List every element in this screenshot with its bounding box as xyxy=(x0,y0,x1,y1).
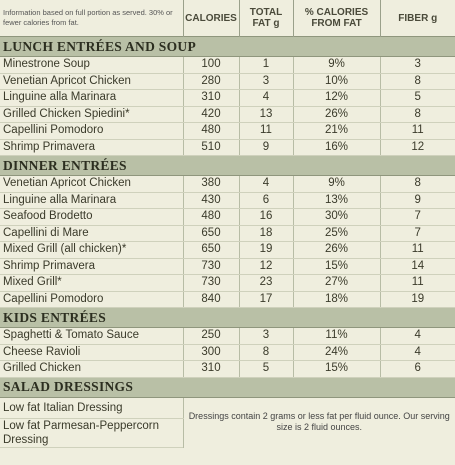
table-row xyxy=(0,139,455,156)
fiber-cell: 8 xyxy=(380,176,455,193)
fat-cell: 12 xyxy=(239,258,293,275)
calories-cell: 480 xyxy=(183,209,239,226)
table-row xyxy=(0,258,455,275)
fiber-cell: 14 xyxy=(380,258,455,275)
dressing-note: Dressings contain 2 grams or less fat per fluid ounce. Our serving size is 2 fluid ounces. xyxy=(183,397,455,447)
calories-cell: 430 xyxy=(183,192,239,209)
pct-cell: 9% xyxy=(293,57,380,74)
table-row xyxy=(0,328,455,345)
item-name: Mixed Grill* xyxy=(0,275,183,292)
calories-cell: 510 xyxy=(183,139,239,156)
table-row xyxy=(0,123,455,140)
item-name: Venetian Apricot Chicken xyxy=(0,176,183,193)
fiber-cell: 8 xyxy=(380,106,455,123)
fiber-cell: 12 xyxy=(380,139,455,156)
header-row xyxy=(0,0,455,37)
section-title: DINNER ENTRÉES xyxy=(0,156,455,176)
item-name: Grilled Chicken Spiedini* xyxy=(0,106,183,123)
section-title: SALAD DRESSINGS xyxy=(0,377,455,397)
table-row xyxy=(0,73,455,90)
fat-cell: 13 xyxy=(239,106,293,123)
section-title: KIDS ENTRÉES xyxy=(0,308,455,328)
fat-cell: 19 xyxy=(239,242,293,259)
fat-cell: 5 xyxy=(239,361,293,378)
item-name: Capellini Pomodoro xyxy=(0,123,183,140)
calories-cell: 480 xyxy=(183,123,239,140)
fat-cell: 18 xyxy=(239,225,293,242)
calories-cell: 380 xyxy=(183,176,239,193)
pct-cell: 26% xyxy=(293,106,380,123)
pct-cell: 9% xyxy=(293,176,380,193)
pct-cell: 25% xyxy=(293,225,380,242)
fat-cell: 4 xyxy=(239,176,293,193)
fiber-cell: 11 xyxy=(380,123,455,140)
table-row xyxy=(0,192,455,209)
fat-cell: 1 xyxy=(239,57,293,74)
table-row xyxy=(0,106,455,123)
calories-cell: 300 xyxy=(183,344,239,361)
calories-cell: 730 xyxy=(183,275,239,292)
fat-cell: 3 xyxy=(239,73,293,90)
pct-cell: 18% xyxy=(293,291,380,308)
fat-cell: 9 xyxy=(239,139,293,156)
item-name: Capellini di Mare xyxy=(0,225,183,242)
pct-cell: 27% xyxy=(293,275,380,292)
fat-cell: 3 xyxy=(239,328,293,345)
calories-cell: 250 xyxy=(183,328,239,345)
fiber-cell: 7 xyxy=(380,209,455,226)
fiber-cell: 8 xyxy=(380,73,455,90)
dressing-row xyxy=(0,397,455,418)
fiber-cell: 3 xyxy=(380,57,455,74)
calories-cell: 100 xyxy=(183,57,239,74)
dressing-name: Low fat Parmesan-Peppercorn Dressing xyxy=(0,418,183,447)
table-row xyxy=(0,275,455,292)
fiber-cell: 11 xyxy=(380,242,455,259)
pct-cell: 21% xyxy=(293,123,380,140)
fat-cell: 23 xyxy=(239,275,293,292)
fat-cell: 8 xyxy=(239,344,293,361)
fiber-cell: 7 xyxy=(380,225,455,242)
pct-cell: 30% xyxy=(293,209,380,226)
fat-cell: 6 xyxy=(239,192,293,209)
pct-cell: 16% xyxy=(293,139,380,156)
fat-cell: 17 xyxy=(239,291,293,308)
item-name: Shrimp Primavera xyxy=(0,139,183,156)
table-row xyxy=(0,176,455,193)
calories-cell: 310 xyxy=(183,90,239,107)
table-row xyxy=(0,344,455,361)
fiber-cell: 6 xyxy=(380,361,455,378)
pct-cell: 15% xyxy=(293,258,380,275)
pct-cell: 12% xyxy=(293,90,380,107)
pct-cell: 15% xyxy=(293,361,380,378)
fiber-cell: 11 xyxy=(380,275,455,292)
item-name: Linguine alla Marinara xyxy=(0,90,183,107)
dressing-name: Low fat Italian Dressing xyxy=(0,397,183,418)
item-name: Minestrone Soup xyxy=(0,57,183,74)
item-name: Linguine alla Marinara xyxy=(0,192,183,209)
calories-cell: 840 xyxy=(183,291,239,308)
item-name: Shrimp Primavera xyxy=(0,258,183,275)
table-row xyxy=(0,291,455,308)
fiber-cell: 4 xyxy=(380,344,455,361)
item-name: Venetian Apricot Chicken xyxy=(0,73,183,90)
pct-cell: 13% xyxy=(293,192,380,209)
fat-cell: 11 xyxy=(239,123,293,140)
section-header-row xyxy=(0,308,455,328)
info-note: Information based on full portion as served. 30% or fewer calories from fat. xyxy=(3,8,173,27)
pct-cell: 11% xyxy=(293,328,380,345)
col-pct-header: % CALORIES FROM FAT xyxy=(293,0,380,37)
calories-cell: 420 xyxy=(183,106,239,123)
item-name: Spaghetti & Tomato Sauce xyxy=(0,328,183,345)
fiber-cell: 9 xyxy=(380,192,455,209)
table-row xyxy=(0,361,455,378)
section-title: LUNCH ENTRÉES AND SOUP xyxy=(0,37,455,57)
section-header-row xyxy=(0,377,455,397)
calories-cell: 650 xyxy=(183,225,239,242)
table-row xyxy=(0,209,455,226)
table-row xyxy=(0,242,455,259)
fiber-cell: 19 xyxy=(380,291,455,308)
item-name: Grilled Chicken xyxy=(0,361,183,378)
fat-cell: 16 xyxy=(239,209,293,226)
pct-cell: 24% xyxy=(293,344,380,361)
item-name: Mixed Grill (all chicken)* xyxy=(0,242,183,259)
section-header-row xyxy=(0,156,455,176)
section-header-row xyxy=(0,37,455,57)
col-fiber-header: FIBER g xyxy=(380,0,455,37)
table-row xyxy=(0,90,455,107)
col-calories-header: CALORIES xyxy=(183,0,239,37)
calories-cell: 730 xyxy=(183,258,239,275)
col-fat-header: TOTAL FAT g xyxy=(239,0,293,37)
fiber-cell: 5 xyxy=(380,90,455,107)
calories-cell: 650 xyxy=(183,242,239,259)
calories-cell: 280 xyxy=(183,73,239,90)
fat-cell: 4 xyxy=(239,90,293,107)
item-name: Capellini Pomodoro xyxy=(0,291,183,308)
table-row xyxy=(0,57,455,74)
pct-cell: 10% xyxy=(293,73,380,90)
fiber-cell: 4 xyxy=(380,328,455,345)
item-name: Seafood Brodetto xyxy=(0,209,183,226)
pct-cell: 26% xyxy=(293,242,380,259)
calories-cell: 310 xyxy=(183,361,239,378)
item-name: Cheese Ravioli xyxy=(0,344,183,361)
table-row xyxy=(0,225,455,242)
